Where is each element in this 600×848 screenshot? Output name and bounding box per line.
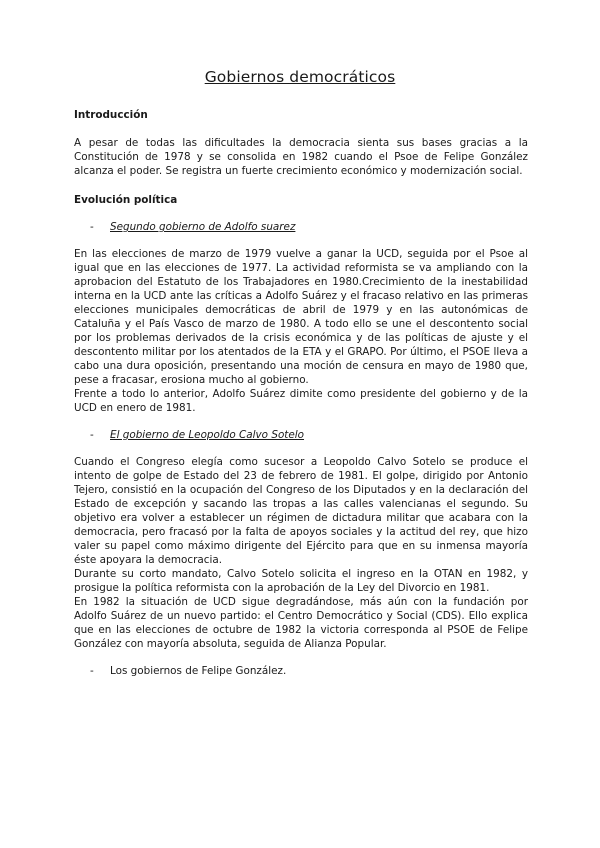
section1-bullet xyxy=(74,220,528,234)
section3-title: Los gobiernos de Felipe González. xyxy=(110,665,287,677)
intro-heading: Introducción xyxy=(74,109,148,121)
intro-paragraph: A pesar de todas las dificultades la democracia sienta sus bases gracias a la Constitución de 1978 y se consolida en 1982 cuando el Psoe de Felipe González alcanza el poder. Se registra un fuerte crecimiento económico y modernización social. xyxy=(74,137,528,177)
evolucion-heading: Evolución política xyxy=(74,194,178,206)
section2-bullet xyxy=(74,428,528,442)
page-title: Gobiernos democráticos xyxy=(204,68,396,86)
bullet-dash: - xyxy=(90,665,94,677)
section1-title: Segundo gobierno de Adolfo suarez xyxy=(110,221,296,233)
section3-bullet xyxy=(74,664,528,678)
section1-paragraph-2: Frente a todo lo anterior, Adolfo Suárez dimite como presidente del gobierno y de la UCD en enero de 1981. xyxy=(74,388,528,414)
section2-paragraph-1: Cuando el Congreso elegía como sucesor a Leopoldo Calvo Sotelo se produce el intento de golpe de Estado del 23 de febrero de 1981. El golpe, dirigido por Antonio Tejero, consistió en la ocupación del Congreso de los Diputados y en la declaración del Estado de excepción y sacando las tropas a las calles valencianas el segundo. Su objetivo era volver a establecer un régimen de dictadura militar que acabara con la democracia, pero fracasó por la falta de apoyos sociales y la actitud del rey, que hizo valer su papel como máximo dirigente del Ejército para que en su inmensa mayoría éste apoyara la democracia. xyxy=(74,456,528,566)
bullet-dash: - xyxy=(90,429,94,441)
section1-paragraph-1: En las elecciones de marzo de 1979 vuelve a ganar la UCD, seguida por el Psoe al igual que en las elecciones de 1977. La actividad reformista se va ampliando con la aprobacion del Estatuto de los Trabajadores en 1980.Crecimiento de la inestabilidad interna en la UCD ante las críticas a Adolfo Suárez y el fracaso relativo en las primeras elecciones municipales democráticas de abril de 1979 y en las autonómicas de Cataluña y el País Vasco de marzo de 1980. A todo ello se une el descontento social por los problemas derivados de la crisis económica y de las políticas de ajuste y el descontento militar por los atentados de la ETA y el GRAPO. Por último, el PSOE lleva a cabo una dura oposición, presentando una moción de censura en mayo de 1980 que, pese a fracasar, erosiona mucho al gobierno. xyxy=(74,248,528,386)
section2-paragraph-2: Durante su corto mandato, Calvo Sotelo solicita el ingreso en la OTAN en 1982, y prosigue la política reformista con la aprobación de la Ley del Divorcio en 1981. xyxy=(74,568,528,594)
section2-paragraph-3: En 1982 la situación de UCD sigue degradándose, más aún con la fundación por Adolfo Suárez de un nuevo partido: el Centro Democrático y Social (CDS). Ello explica que en las elecciones de octubre de 1982 la victoria corresponda al PSOE de Felipe González con mayoría absoluta, seguida de Alianza Popular. xyxy=(74,596,528,650)
document-body xyxy=(74,108,528,678)
section2-title: El gobierno de Leopoldo Calvo Sotelo xyxy=(110,429,305,441)
bullet-dash: - xyxy=(90,221,94,233)
